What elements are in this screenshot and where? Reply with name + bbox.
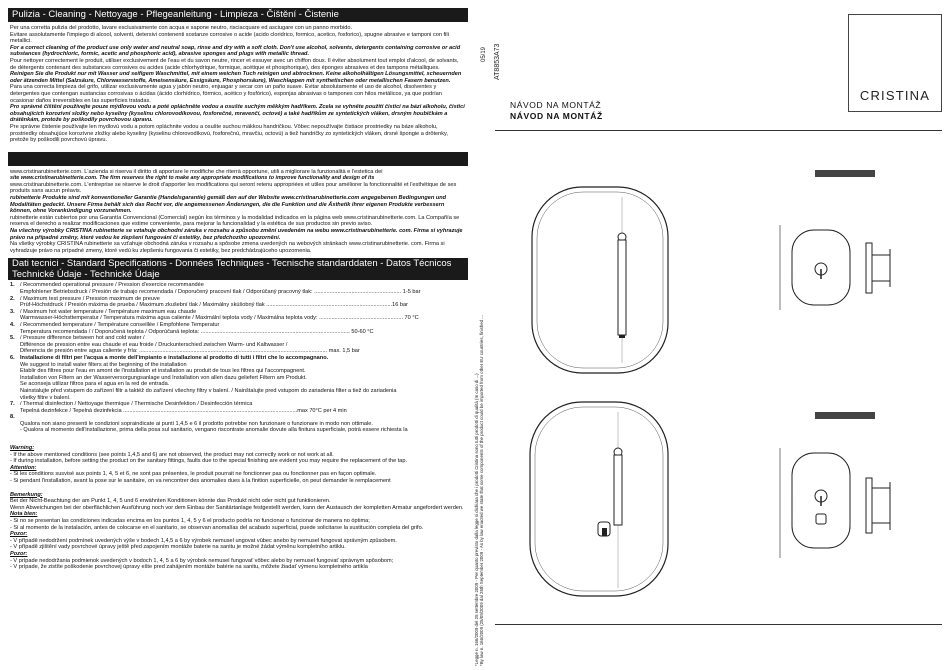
warranty-paragraph: www.cristinarubinetterie.com. L'azienda si riserva il diritto di apportare le modifiche che riterrà opportune, utili a migliorare la funzionalità e l'estetica dei (10, 168, 383, 175)
warning-line: - V prípade, že zistíte poškodenie povrchovej úpravy ešte pred zahájením montáže batérie na sanitu, môžete žiadať výmenu kompletného artikla (10, 564, 368, 571)
spec-row (10, 427, 466, 434)
warning-line: Wenn Abweichungen bei der oberflächlichen Ausführung noch vor dem Einbau der Sanitärtanlage festgestellt werden, kann der Austausch der kompletten Armatur angefordert werden. (10, 504, 464, 511)
instructions-column (8, 8, 468, 666)
spec-number (10, 421, 20, 428)
spec-text: / Recommended temperature / Température conseillée / Empfohlene Temperatur (20, 321, 220, 328)
spec-number (10, 289, 20, 296)
spec-number: 1. (10, 282, 15, 289)
warning-line: - If the above mentioned conditions (see points 1,4,5 and 6) are not observed, the product may not correctly work or not work at all. (10, 451, 334, 458)
spec-row (10, 282, 466, 289)
warning-line: - Si les conditions susvisé aux points 1, 4, 5 et 6, ne sont pas présentes, le produit pourrait ne fonctionner pas ou fonctionner pas en façon optimale. (10, 471, 377, 478)
spec-number (10, 375, 20, 382)
spec-number (10, 329, 20, 336)
spec-number: 2. (10, 295, 15, 302)
warranty-paragraph: rubinetterie Produkte sind mit konventioneller Garantie (Handelsgarantie) gemäß den auf der Website www.cristinarubinetterie.com angegebenen Bedingungen und Modalitäten gedeckt. Unsere Firma behält sich das Recht vor, die angemessenen Änderungen, die die Funktion und die Ästhetik ihrer eigenen Produkte verbessern können, ohne Vorankündigung vorzunehmen. (10, 195, 447, 215)
spec-text: We suggest to install water filters at the beginning of the installation (20, 361, 187, 368)
cleaning-paragraph: Per una corretta pulizia del prodotto, lavare esclusivamente con acqua e sapone neutro, risciacquare ed asciugare con un panno morbido. (10, 25, 353, 31)
spec-row (10, 296, 466, 303)
spec-text: Prüf-Höchstdruck / Presión máxima de prueba / Maximum zkušební tlak / Maximálny skúšobný tlak .................................................................................16 bar (20, 302, 408, 309)
spec-row (10, 381, 466, 388)
legal-line-it: *Legge n. 166/2009 del 25 settembre 2009 - Per quanto previsto dalla legge si dichiara che i prodotti Cristina sono tutti prodotti di qualità (In caso di ...) (474, 373, 479, 666)
spec-number (10, 408, 20, 415)
cleaning-section (8, 22, 468, 144)
warranty-section (8, 166, 468, 255)
spec-text (20, 414, 466, 421)
warning-heading: Warning: (10, 445, 35, 452)
warning-heading: Pozor: (10, 531, 28, 538)
spec-text: / Maximum hot water temperature / Température maximum eau chaude (20, 308, 197, 315)
label-bar-2 (815, 412, 875, 419)
spec-row (10, 414, 466, 421)
mixer-front-view-1 (530, 185, 670, 375)
tech-specs-title-2: Technické Údaje - Technické Údaje (12, 268, 160, 280)
spec-number (10, 302, 20, 309)
spec-number: 4. (10, 321, 15, 328)
warranty-paragraph: Na všechny výrobky CRISTINA rubinetterie se vztahuje obchodní záruka v rozsahu a způsobu změní uvedeném na webu www.cristinarubinetterie. com. Firma si vyhrazuje právo na případné změny, které vedou ke zlepšení fungování či estetiky, bez předchozího upozornění. (10, 228, 463, 241)
spec-text: Temperatura recomendada / / Doporučená teplota / Odporúčaná teplota: ................................................................................................ 50-60 °C (20, 328, 374, 335)
spec-number: 7. (10, 401, 15, 408)
warning-line: - V případě zjištění vady povrchové úpravy ještě před zapojením montáže baterie na sanitu je možné žádat výměnu kompletního artiklu. (10, 544, 346, 551)
cleaning-paragraph: Para una correcta limpieza del grifo, utilizar exclusivamente agua y jabón neutro, enjuagar y secar con un paño suave. Evitar absolutamente el uso de alcohol, disolventes y detergentes que contengan sustancias corrosivas o ácidas (ácido clorhídrico, fórmico, acético y fosfórico), esponjas abrasivas o tampones con hilos metálicos, ya que podrían ocasionar daños irreversibles en las superficies tratadas. (10, 84, 442, 104)
spec-row (10, 322, 466, 329)
warning-heading: Nota bien: (10, 511, 38, 518)
warning-line: - Si al momento de la instalación, antes de colocarse en el sanitario, se observan anomalías del acabado superficial, puede solicitarse la sustitución completa del grifo. (10, 524, 424, 531)
spec-text: Qualora non siano presenti le condizioni sopraindicate ai punti 1,4,5 e 6 il prodotto potrebbe non funzionare o funzionare in modo non ottimale. (20, 420, 373, 427)
cleaning-header-bar: Pulizia - Cleaning - Nettoyage - Pflegeanleitung - Limpieza - Čištění - Čistenie (8, 8, 468, 22)
cleaning-paragraph: Reinigen Sie die Produkt nur mit Wasser und seifigem Waschmittel, mit einem weichen Tuch reinigen und abtrocknen. Keine alkoholhältigen Lösungsmittel, scheuernden oder ätzenden Mittel (Salzsäure, Chlorwasserstoffe, Ameisensäure, Essigsäure, Phosphorsäure), Waschlappen mit synthetischen oder metallischen Fasern benutzen. (10, 71, 462, 84)
spec-number (10, 342, 20, 349)
spec-text: Tepelná dezinfekce / Tepelná dezinfekcia ................................................................................................................max 70°C per 4 min (20, 407, 347, 414)
tech-specs-list (8, 280, 468, 434)
spec-row (10, 329, 466, 336)
spec-number (10, 427, 20, 434)
spec-row (10, 342, 466, 349)
spec-row (10, 309, 466, 316)
tech-specs-header-bar (8, 258, 468, 280)
spec-number: 5. (10, 335, 15, 342)
cleaning-paragraph: For a correct cleaning of the product use only water and neutral soap, rinse and dry with a soft cloth. Don't use alcohol, solvents, detergents containing corrosive or acid substances (hydrochloric, formic, acetic and phosphoric acid), abrasive sponges and plugs with metallic thread. (10, 44, 461, 58)
cleaning-paragraph: Evitare assolutamente l'impiego di alcool, solventi, detersivi contenenti sostanze corrosive o acide (acido cloridrico, formico, acetico, fosforico), spugne abrasive e tamponi con fili metallici. (10, 31, 449, 45)
legal-line-en: *By law n. 166/2009 (25/09/2009 dal 25th September 2009 - As by law enacted we state that some components of the product could be imported from other EU countries, finished ... (479, 315, 485, 666)
spec-row (10, 335, 466, 342)
spec-row (10, 408, 466, 415)
mixer-small-diagram-2 (778, 448, 898, 558)
warning-heading: Bemerkung: (10, 491, 43, 498)
spec-row (10, 348, 466, 355)
spec-text: / Thermal disinfection / Nettoyage thermique / Thermische Desinfektion / Desinfección térmica (20, 401, 253, 408)
tech-specs-title: Dati tecnici - Standard Specifications - Données Techniques - Tecnische standarddaten - Datos Técnicos (12, 258, 452, 270)
spec-row (10, 362, 466, 369)
spec-text: Nainstalujte před vstupem do zařízení filtr a taktéž do zařízení všechny filtry v balení. / Nainštalujte pred vstupom do zariadenia filter a tiež do zariadenia (20, 387, 397, 394)
spec-row (10, 375, 466, 382)
spec-text: - Qualora al momento dell'installazione, prima della posa sul sanitario, vengano riscontrate anomalie dovute alla finitura superficiale, potrà essere richiesta la (20, 427, 408, 434)
spec-text: / Maximum test pressure / Pression maximum de preuve (20, 295, 160, 302)
warranty-paragraph: site www.cristinarubinetterie.com. The firm reserves the right to make any appropriate modifications to improve functionality and design of its (10, 175, 375, 182)
warnings-section (8, 442, 468, 571)
spec-text: Empfohlener Betriebsdruck / Presión de trabajo recomendada / Doporučený pracovní tlak / Odporúčaný pracovný tlak: ........................................................ 1-5 bar (20, 289, 421, 295)
warranty-paragraph: rubinetterie están cubiertos por una Garantía Convencional (Comercial) según los términos y la modalidad indicados en la página web www.cristinarubinetterie.com. La Compañía se reserva el derecho a realizar modificaciones que estime conveniente, para mejorar la funcionalidad y la estética de sus productos sin previo aviso. (10, 214, 460, 228)
spec-text: všetky filtre v balení. (20, 394, 71, 401)
spec-number (10, 368, 20, 375)
warning-line: - If during installation, before setting the product on the sanitary fittings, faults due to the special finishing are evident you may require the replacement of the tap. (10, 458, 408, 465)
spec-row (10, 315, 466, 322)
title-czech: NÁVOD NA MONTÁŽ (510, 100, 602, 110)
spec-text: Installazione di filtri per l'acqua a monte dell'impianto e installazione al prodotto di tutti i filtri che lo accompagnano. (20, 354, 329, 361)
spec-text: Installation von Filtern an der Wasserversorgungsanlage und Installation von allen dazu geliefert Filtern am Produkt. (20, 374, 307, 381)
brand-logo-box (848, 14, 942, 112)
spec-number (10, 315, 20, 322)
spec-number (10, 348, 20, 355)
warning-line: - V případě nedodržení podmínek uvedených výše v bodech 1,4,5 a 6 by výrobek nemusel ungovat vůbec anebo by nemusel fungovat správným způsobem. (10, 537, 397, 544)
section-divider-bar (8, 152, 468, 166)
warning-line: - Si pendant l'installation, avant la pose sur le sanitaire, on va rencontrer des anomalies dues à la finition superficielle, on peut demander le remplacement (10, 478, 391, 485)
spec-text: Se aconseja utilizar filtros para el agua en la red de entrada. (20, 381, 170, 388)
title-slovak: NÁVOD NA MONTÁŽ (510, 111, 603, 121)
mixer-small-diagram-1 (778, 225, 898, 310)
warning-heading: Attention: (10, 464, 37, 471)
spec-number (10, 381, 20, 388)
warning-line: Bei der Nicht-Beachtung der am Punkt 1, 4, 5 und 6 erwähnten Konditionen könnte das Produkt nicht oder nicht gut funktionieren. (10, 498, 331, 505)
spec-number (10, 395, 20, 402)
warning-heading: Pozor: (10, 550, 28, 557)
document-date: 05/19 (481, 46, 487, 62)
document-code: AT8853A73 (494, 43, 501, 80)
label-bar-1 (815, 170, 875, 177)
warning-line: - Si no se presentan las condiciones indicadas encima en los puntos 1, 4, 5 y 6 el producto podría no funcionar o funcionar de manera no óptima; (10, 518, 370, 524)
spec-row (10, 401, 466, 408)
warranty-paragraph: www.cristinarubinetterie.com. L'entreprise se réserve le droit d'apporter les modifications qui seront retenu appropriées et utiles pour améliorer la fonctionnalité et l'esthétique de ses produits sans aucun préavis. (10, 181, 457, 195)
spec-row (10, 302, 466, 309)
spec-number: 3. (10, 308, 15, 315)
spec-number: 8. (10, 414, 15, 421)
spec-text: / Recommended operational pressure / Pression d'exercice recommandée (20, 282, 204, 289)
spec-text: Différence de pression entre eau chaude et eau froide / Druckunterschied zwischen Warm- und Kaltwasser / (20, 341, 288, 348)
spec-row (10, 289, 466, 296)
spec-number (10, 388, 20, 395)
spec-text: Warmwasser-Höchsttemperatur / Temperatura máxima agua caliente / Maximální teplota vody / Maximálna teplota vody: ...................................................... 70 °C (20, 315, 419, 322)
spec-number (10, 362, 20, 369)
bottom-rule (495, 624, 942, 625)
spec-row (10, 395, 466, 402)
spec-text: / Pressure difference between hot and cold water / (20, 335, 145, 342)
cleaning-paragraph: Pro správné čištění používejte pouze mýdlovou vodu a poté opláchněte vodou a osušte suchým měkkým hadříkem. Zcela se vyhněte použití čisticí na bázi alkoholu, čisticí obsahujících korozivní složky nebo kyseliny (kyselinu chlorovodíkovou, fosforečné, mravenčí, octové) a také hadříkům ze syntetických vláken, drsným houbičkám a drátěnkám, protože by poškodily povrchovou úpravu. (10, 104, 465, 124)
spec-row (10, 421, 466, 428)
mixer-front-view-2 (528, 400, 673, 600)
cleaning-paragraph: Pre správne čistenie používajte len mydlovú vodu a potom opláchnite vodou a osušte suchou mäkkou handričkou. Vôbec nepoužívajte čistiace prostriedky na báze alkoholu, prostriedky obsahujúce korozívne zložky alebo kyseliny (kyselinu chlorovodíkovú, fosforečnú, mravčiu, octovú) a tiež handričky zo syntetických vláken, drsné špongie a drôtenky, pretože by poškodili povrchovú úpravu. (10, 123, 448, 144)
spec-row (10, 355, 466, 362)
spec-text: Etablir des filtres pour l'eau en amont de l'installation et installation au produit de tous les filtres qui l'accompagnent. (20, 368, 306, 375)
warning-line: - V prípade nedodržania podmienok uvedených v bodoch 1, 4, 5 a 6 by výrobok nemusel fungovať vôbec alebo by nemusel fungovať správnym spôsobom; (10, 557, 394, 564)
spec-number: 6. (10, 354, 15, 361)
cleaning-paragraph: Pour nettoyer correctement le produit, utiliser exclusivement de l'eau et du savon neutre, rincer et essuyer avec un chiffon doux. Il éviter absolument tout emploi d'alcool, de solvants, de détergents contenant des substances corrosives ou acides (acide chlorhydrique, formique, acétique et phosphorique), des éponges abrasives et des tampons métalliques. (10, 57, 459, 71)
brand-logo: CRISTINA (859, 88, 931, 103)
top-rule (495, 130, 942, 131)
spec-row (10, 388, 466, 395)
warranty-paragraph: Na všetky výrobky CRISTINA rubinetterie sa vzťahuje obchodná záruka v rozsahu a spôsobe zmena uvedených na webových stránkach www.cristinarubinetterie. com. Firma si vyhradzuje právo na prípadné zmeny, ktoré vedú ku zlepšeniu fungovania či estetiky, bez predchádzajúceho upozornenia. (10, 241, 445, 254)
legal-notice-vertical (474, 315, 485, 666)
spec-text: Diferencia de presión entre agua caliente y fría: ......................................................................................................................... max. 1,5 bar (20, 348, 360, 355)
spec-row (10, 368, 466, 375)
